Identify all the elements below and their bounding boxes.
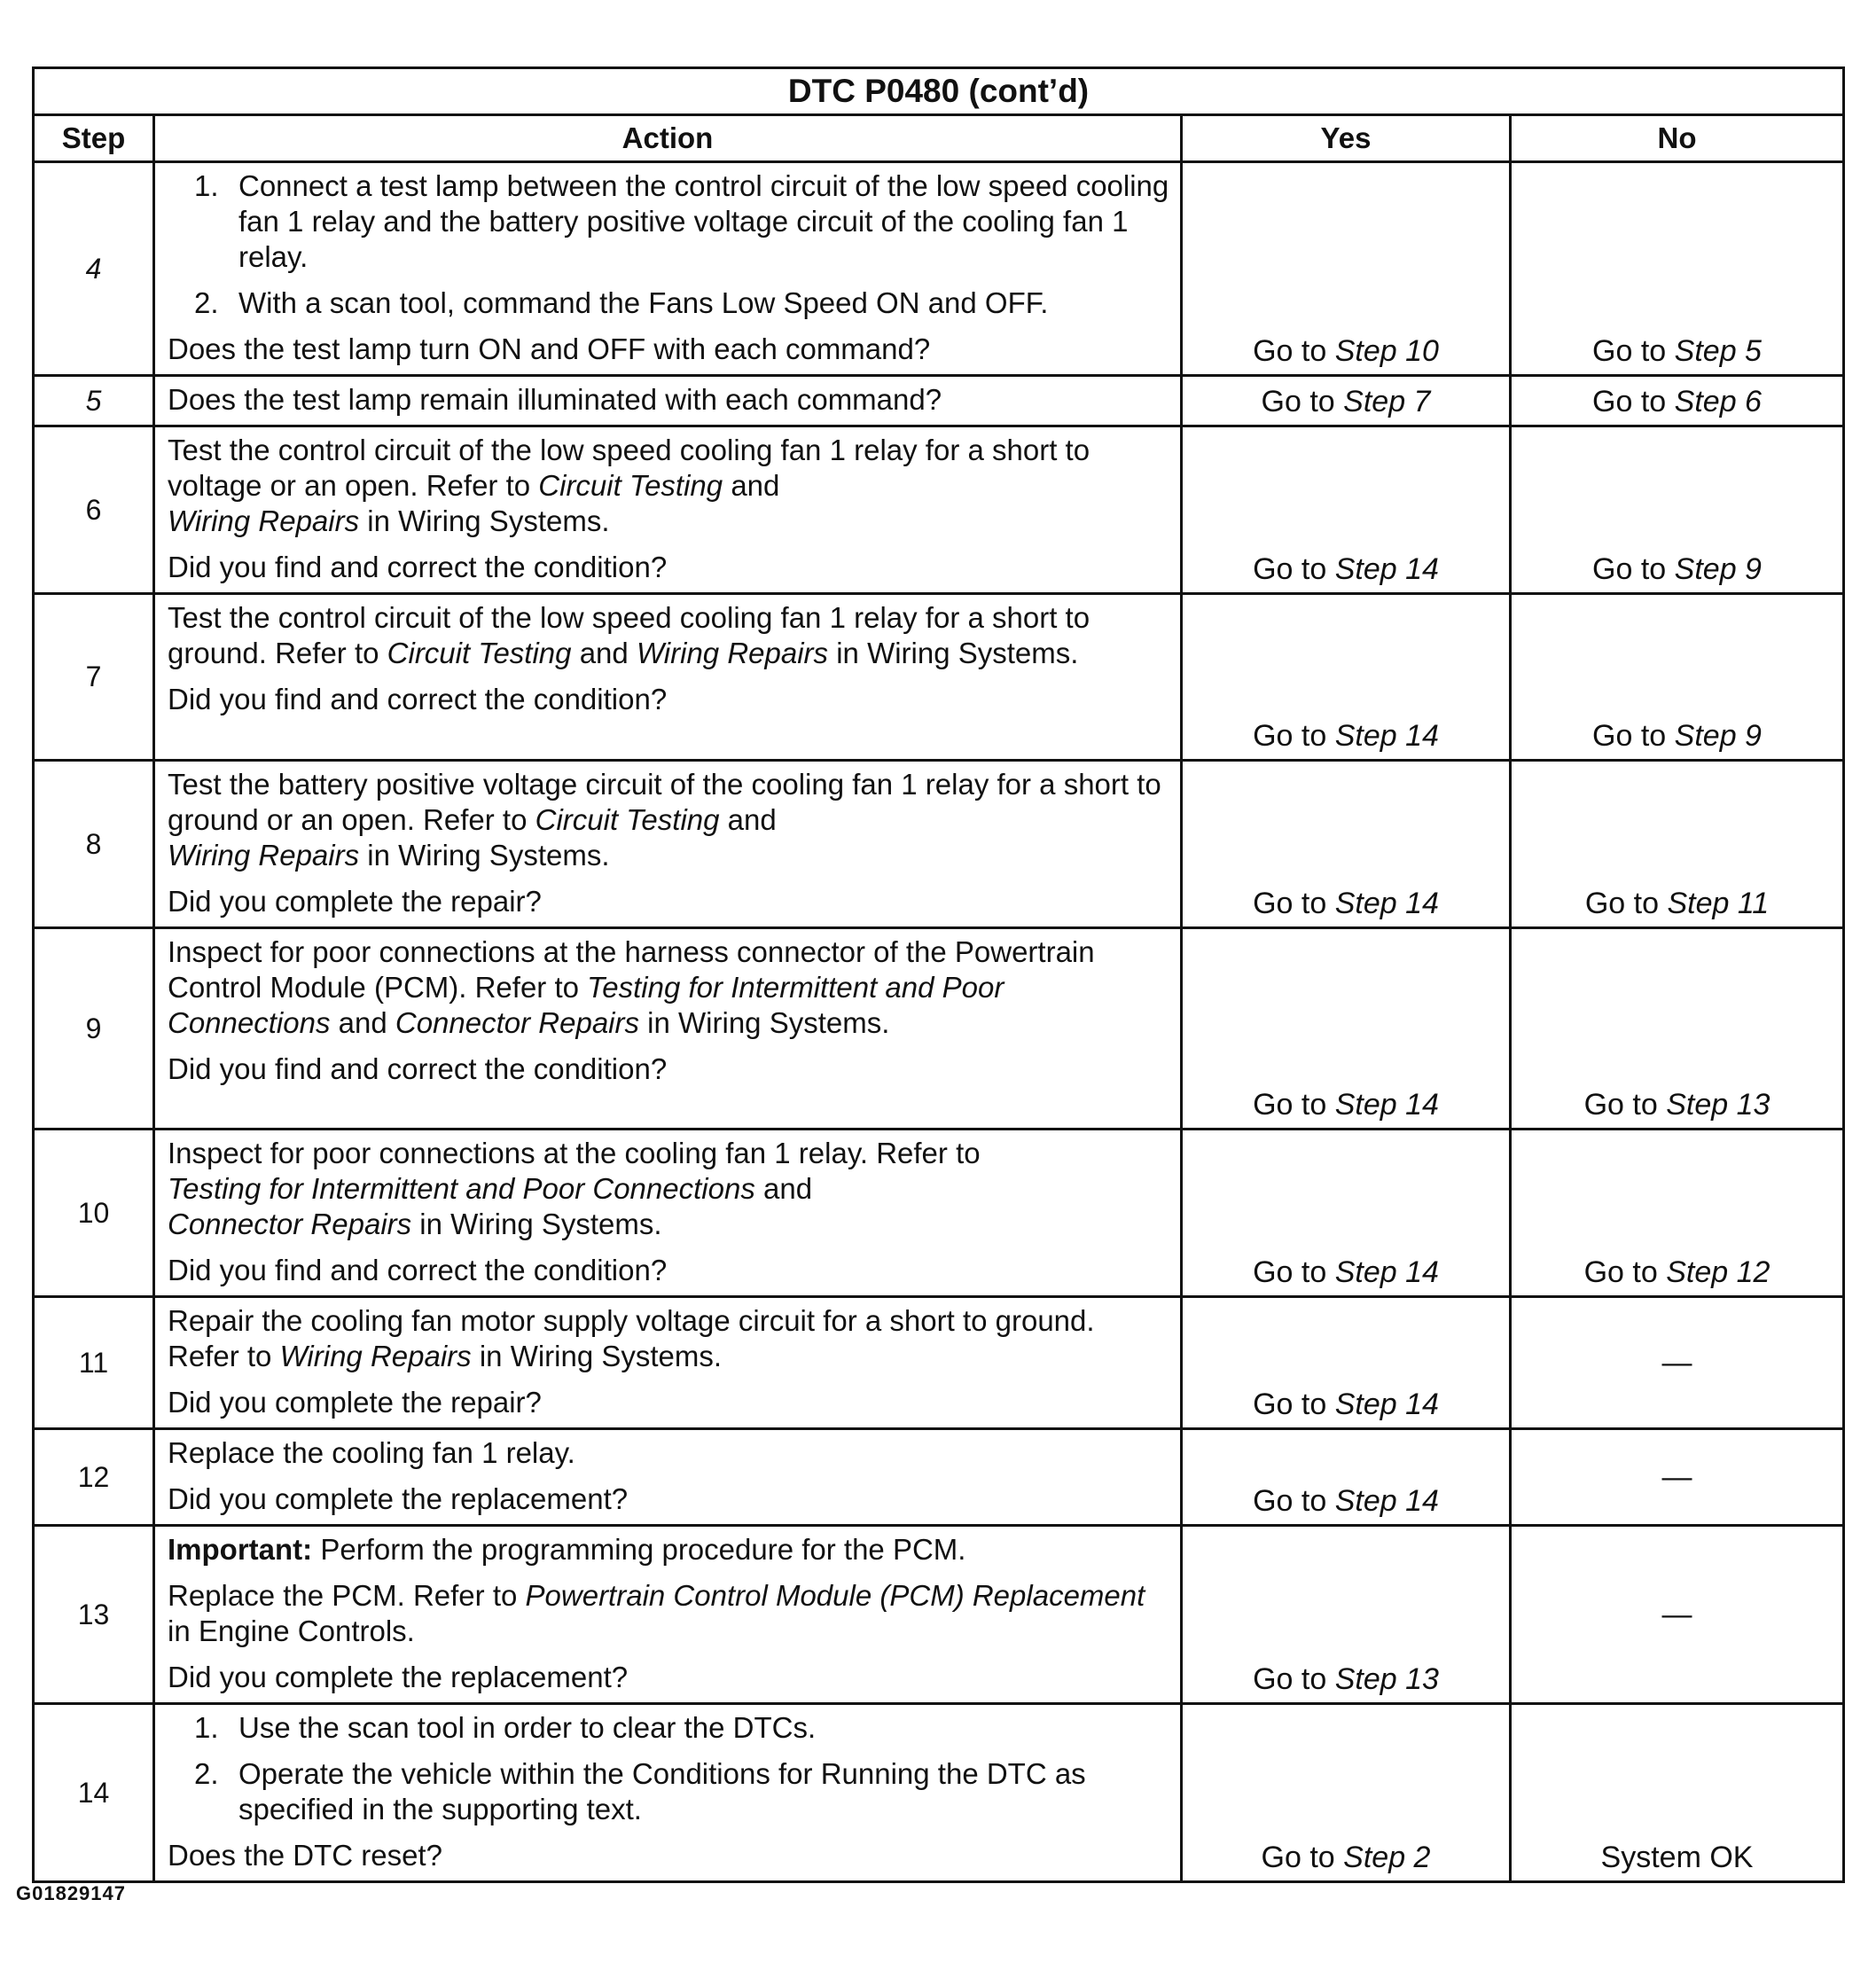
list-item xyxy=(168,1756,1171,1827)
reference-link: Testing for Intermittent and Poor Connections xyxy=(168,971,1004,1039)
step-link: Step 5 xyxy=(1674,334,1762,368)
list-item xyxy=(168,168,1171,275)
step-number: 8 xyxy=(34,761,154,928)
yes-cell: Go to Step 14 xyxy=(1182,761,1511,928)
action-cell xyxy=(154,1429,1182,1526)
reference-link: Circuit Testing xyxy=(535,803,720,836)
no-cell: Go to Step 6 xyxy=(1511,376,1844,426)
question: Did you complete the repair? xyxy=(168,1386,542,1419)
step-link: Step 14 xyxy=(1334,552,1439,586)
step-number: 12 xyxy=(34,1429,154,1526)
question: Did you complete the replacement? xyxy=(168,1482,629,1515)
yes-cell: Go to Step 14 xyxy=(1182,1130,1511,1297)
list-text: With a scan tool, command the Fans Low Speed ON and OFF. xyxy=(238,286,1049,319)
question: Did you find and correct the condition? xyxy=(168,683,668,715)
reference-link: Powertrain Control Module (PCM) Replacement xyxy=(525,1579,1145,1612)
question: Does the DTC reset? xyxy=(168,1839,442,1872)
header-action: Action xyxy=(154,115,1182,162)
action-cell xyxy=(154,1130,1182,1297)
table-row xyxy=(34,1130,1844,1297)
action-cell xyxy=(154,1704,1182,1882)
important-label: Important: xyxy=(168,1533,313,1566)
yes-cell: Go to Step 10 xyxy=(1182,162,1511,376)
yes-cell: Go to Step 14 xyxy=(1182,928,1511,1130)
action-text: Inspect for poor connections at the harness connector of the Powertrain Control Module (PCM). Refer to Testing for Intermittent and Poor Connections and Connector Repairs in Wiring Systems. xyxy=(168,935,1095,1039)
question: Did you find and correct the condition? xyxy=(168,1052,668,1085)
no-cell: — xyxy=(1511,1297,1844,1429)
step-link: Step 12 xyxy=(1666,1255,1770,1289)
step-number: 6 xyxy=(34,426,154,594)
dtc-table-sheet xyxy=(32,66,1842,1883)
step-link: Step 9 xyxy=(1674,719,1762,753)
no-cell: Go to Step 5 xyxy=(1511,162,1844,376)
table-row xyxy=(34,928,1844,1130)
table-row xyxy=(34,426,1844,594)
yes-cell: Go to Step 14 xyxy=(1182,594,1511,761)
question: Did you complete the replacement? xyxy=(168,1661,629,1693)
action-text: Test the control circuit of the low speed cooling fan 1 relay for a short to voltage or an open. Refer to Circuit Testing and Wiring Repairs in Wiring Systems. xyxy=(168,434,1090,537)
no-cell: System OK xyxy=(1511,1704,1844,1882)
table-row xyxy=(34,761,1844,928)
step-link: Step 11 xyxy=(1667,887,1770,920)
step-number: 10 xyxy=(34,1130,154,1297)
step-link: Step 14 xyxy=(1334,719,1439,753)
step-link: Step 13 xyxy=(1666,1088,1770,1122)
action-text: Inspect for poor connections at the cooling fan 1 relay. Refer to Testing for Intermittent and Poor Connections and Connector Repairs in Wiring Systems. xyxy=(168,1137,981,1240)
reference-link: Wiring Repairs xyxy=(168,839,360,872)
action-cell xyxy=(154,426,1182,594)
no-cell: Go to Step 12 xyxy=(1511,1130,1844,1297)
no-cell: — xyxy=(1511,1526,1844,1704)
reference-link: Circuit Testing xyxy=(387,637,572,669)
step-number: 11 xyxy=(34,1297,154,1429)
figure-id: G01829147 xyxy=(16,1882,126,1904)
step-link: Step 6 xyxy=(1674,385,1762,418)
action-cell xyxy=(154,162,1182,376)
action-list xyxy=(168,168,1171,321)
table-title: DTC P0480 (cont’d) xyxy=(34,68,1844,115)
action-text: Test the control circuit of the low speed cooling fan 1 relay for a short to ground. Refer to Circuit Testing and Wiring Repairs in Wiring Systems. xyxy=(168,601,1090,669)
important-note: Important: Perform the programming procedure for the PCM. xyxy=(168,1533,966,1566)
action-cell xyxy=(154,928,1182,1130)
list-item xyxy=(168,1710,1171,1746)
step-number: 7 xyxy=(34,594,154,761)
yes-cell: Go to Step 14 xyxy=(1182,1297,1511,1429)
list-number: 1. xyxy=(194,169,219,202)
table-row xyxy=(34,1526,1844,1704)
question: Did you complete the repair? xyxy=(168,885,542,918)
step-link: Step 14 xyxy=(1334,1388,1439,1421)
yes-cell: Go to Step 13 xyxy=(1182,1526,1511,1704)
step-link: Step 13 xyxy=(1334,1662,1439,1696)
list-number: 2. xyxy=(194,1757,219,1790)
yes-cell: Go to Step 14 xyxy=(1182,1429,1511,1526)
action-text: Test the battery positive voltage circuit of the cooling fan 1 relay for a short to ground or an open. Refer to Circuit Testing and Wiring Repairs in Wiring Systems. xyxy=(168,768,1161,872)
list-text: Operate the vehicle within the Conditions for Running the DTC as specified in the supporting text. xyxy=(238,1757,1086,1825)
step-link: Step 14 xyxy=(1334,1255,1439,1289)
action-text: Replace the PCM. Refer to Powertrain Control Module (PCM) Replacement in Engine Controls. xyxy=(168,1579,1145,1647)
reference-link: Wiring Repairs xyxy=(168,504,360,537)
table-row xyxy=(34,1429,1844,1526)
step-link: Step 14 xyxy=(1334,1088,1439,1122)
action-cell xyxy=(154,761,1182,928)
step-link: Step 14 xyxy=(1334,1484,1439,1518)
no-cell: Go to Step 11 xyxy=(1511,761,1844,928)
no-cell: Go to Step 13 xyxy=(1511,928,1844,1130)
table-row xyxy=(34,162,1844,376)
table-row xyxy=(34,1297,1844,1429)
reference-link: Connector Repairs xyxy=(168,1208,412,1240)
action-list xyxy=(168,1710,1171,1827)
no-cell: Go to Step 9 xyxy=(1511,426,1844,594)
table-row xyxy=(34,1704,1844,1882)
step-link: Step 2 xyxy=(1343,1841,1431,1874)
header-step: Step xyxy=(34,115,154,162)
table-row xyxy=(34,594,1844,761)
reference-link: Circuit Testing xyxy=(538,469,723,502)
table-row xyxy=(34,376,1844,426)
dtc-table xyxy=(32,66,1845,1883)
step-number: 14 xyxy=(34,1704,154,1882)
list-number: 1. xyxy=(194,1711,219,1744)
question: Did you find and correct the condition? xyxy=(168,551,668,583)
step-link: Step 10 xyxy=(1334,334,1439,368)
step-link: Step 14 xyxy=(1334,887,1439,920)
list-text: Use the scan tool in order to clear the DTCs. xyxy=(238,1711,817,1744)
reference-link: Wiring Repairs xyxy=(279,1340,472,1372)
yes-cell: Go to Step 14 xyxy=(1182,426,1511,594)
action-cell xyxy=(154,1297,1182,1429)
no-cell: — xyxy=(1511,1429,1844,1526)
step-link: Step 9 xyxy=(1674,552,1762,586)
question: Did you find and correct the condition? xyxy=(168,1254,668,1286)
no-cell: Go to Step 9 xyxy=(1511,594,1844,761)
yes-cell: Go to Step 2 xyxy=(1182,1704,1511,1882)
step-number: 4 xyxy=(34,162,154,376)
action-cell xyxy=(154,594,1182,761)
list-number: 2. xyxy=(194,286,219,319)
reference-link: Wiring Repairs xyxy=(636,637,829,669)
reference-link: Testing for Intermittent and Poor Connections xyxy=(168,1172,755,1205)
action-text: Repair the cooling fan motor supply voltage circuit for a short to ground. Refer to Wiring Repairs in Wiring Systems. xyxy=(168,1304,1095,1372)
question: Does the test lamp turn ON and OFF with each command? xyxy=(168,332,931,365)
list-text: Connect a test lamp between the control circuit of the low speed cooling fan 1 relay and the battery positive voltage circuit of the cooling fan 1 relay. xyxy=(238,169,1169,273)
action-cell xyxy=(154,376,1182,426)
action-cell xyxy=(154,1526,1182,1704)
yes-cell: Go to Step 7 xyxy=(1182,376,1511,426)
step-number: 13 xyxy=(34,1526,154,1704)
list-item xyxy=(168,285,1171,321)
reference-link: Connector Repairs xyxy=(395,1006,639,1039)
header-no: No xyxy=(1511,115,1844,162)
question: Does the test lamp remain illuminated with each command? xyxy=(168,383,942,416)
step-number: 5 xyxy=(34,376,154,426)
header-yes: Yes xyxy=(1182,115,1511,162)
action-text: Replace the cooling fan 1 relay. xyxy=(168,1436,575,1469)
step-link: Step 7 xyxy=(1343,385,1431,418)
step-number: 9 xyxy=(34,928,154,1130)
